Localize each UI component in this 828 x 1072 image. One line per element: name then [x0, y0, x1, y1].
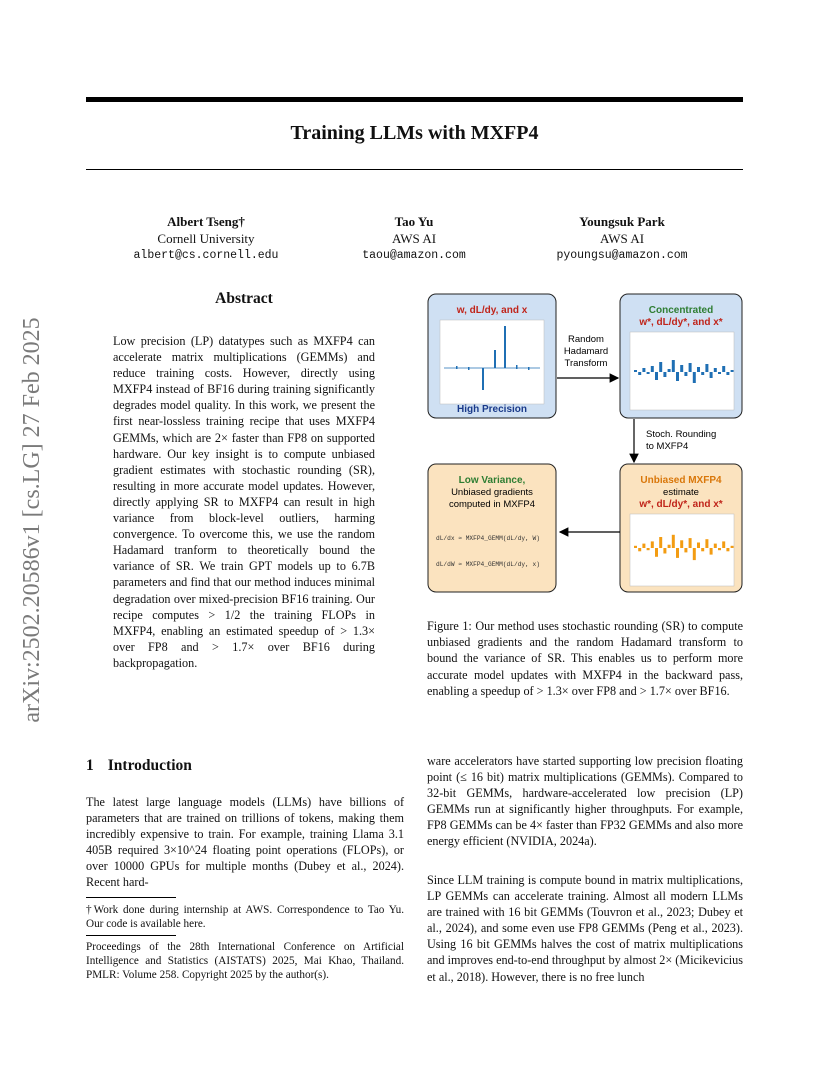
bar: [697, 367, 700, 372]
bar: [672, 360, 675, 372]
author-affiliation: AWS AI: [391, 231, 437, 246]
bar: [638, 548, 641, 551]
bar: [634, 370, 637, 372]
author-affiliation: AWS AI: [599, 231, 645, 246]
bar: [647, 548, 650, 550]
bar: [718, 548, 721, 550]
footnote-rule: [86, 897, 176, 898]
box-br-title-2: estimate: [663, 487, 699, 498]
bar: [731, 546, 734, 548]
bar: [676, 548, 679, 558]
bar: [659, 537, 662, 548]
arrow-top-label-1: Random: [568, 334, 604, 345]
figure-1: [420, 286, 750, 606]
box-bl-title-2: Unbiased gradients: [451, 487, 533, 498]
bar: [655, 372, 658, 380]
title-rule-bottom: [86, 169, 743, 170]
proceedings-note: Proceedings of the 28th International Conference on Artificial Intelligence and Statistics (AISTATS) 2025, Mai Khao, Thailand. PMLR: Volume 258. Copyright 2025 by the author(s).: [86, 941, 404, 981]
author-email[interactable]: albert@cs.cornell.edu: [133, 249, 279, 262]
bar: [705, 539, 708, 548]
bar-outlier-neg: [482, 368, 484, 390]
proceedings-rule: [86, 935, 176, 936]
intro-paragraph-left: The latest large language models (LLMs) have billions of parameters that are trained on trillions of tokens, making them incredibly expensive to train. For example, training Llama 3.1 405B required 3×10^24 floating point operations (FLOPs), or over 10000 GPUs for multiple months (Dubey et al., 2024). Recent hard-: [86, 795, 404, 890]
bar: [722, 541, 725, 548]
author-name: Youngsuk Park: [579, 214, 665, 229]
abstract-text: Low precision (LP) datatypes such as MXFP4 can accelerate matrix multiplications (GEMMs) and reduce training costs. However, directly using MXFP4 instead of BF16 during training significantly degrades model quality. In this work, we present the first near-lossless training recipe that uses MXFP4 GEMMs, which are 2× faster than FP8 on supported hardware. Our key insight is to compute unbiased gradient estimates with stochastic rounding (SR), resulting in more accurate model updates. However, directly applying SR to MXFP4 can result in high variance from block-level outliers, harming convergence. To overcome this, we use the random Hadamard tranform to theoretically bound the variance of SR. We train GPT models up to 6.7B parameters and find that our method induces minimal degradation over mixed-precision BF16 training. Our recipe computes > 1/2 the training FLOPs in MXFP4, enabling an estimated speedup of > 1.3× over FP8 and > 1.7× over BF16 during backpropagation.: [113, 334, 375, 670]
bar: [701, 548, 704, 551]
bar: [651, 541, 654, 548]
author-name: Albert Tseng†: [167, 214, 245, 229]
abstract-heading: Abstract: [215, 290, 273, 307]
box-br-title-1: Unbiased MXFP4: [640, 475, 722, 486]
section-number: 1: [86, 757, 94, 774]
equation-dw: dL/dW ≈ MXFP4_GEMM(dL/dy, x): [436, 561, 540, 568]
author-3: [522, 213, 722, 264]
bar: [680, 540, 683, 548]
bar: [714, 544, 717, 548]
bar: [693, 548, 696, 560]
bar: [684, 372, 687, 376]
bar: [710, 372, 713, 378]
paper-title: Training LLMs with MXFP4: [290, 122, 539, 144]
author-email[interactable]: taou@amazon.com: [362, 249, 466, 262]
bar-outlier-mid: [494, 350, 496, 368]
arrow-right-label-2: to MXFP4: [646, 441, 689, 452]
section-title: Introduction: [107, 757, 192, 774]
section-heading: [86, 757, 192, 775]
bar: [714, 368, 717, 372]
author-name: Tao Yu: [394, 214, 434, 229]
bar: [684, 548, 687, 552]
box-bl-title-1: Low Variance,: [458, 475, 526, 486]
bar: [634, 546, 637, 548]
arrow-top-label-2: Hadamard: [563, 346, 609, 357]
figure-caption: Figure 1: Our method uses stochastic rounding (SR) to compute unbiased gradients and the random Hadamard transform to bound the variance of SR. This enables us to perform more accurate model updates with MXFP4 in the backward pass, enabling a speedup of > 1.3× over FP8 and > 1.7× over BF16.: [427, 619, 743, 698]
bar: [642, 544, 645, 548]
bar: [672, 535, 675, 548]
box-tr-title-2: w*, dL/dy*, and x*: [639, 317, 723, 328]
bar: [718, 372, 721, 374]
author-email[interactable]: pyoungsu@amazon.com: [556, 249, 688, 262]
bar: [689, 538, 692, 548]
bar: [647, 372, 650, 374]
bar: [655, 548, 658, 557]
bar: [676, 372, 679, 381]
bar: [726, 372, 729, 375]
footnote: †Work done during internship at AWS. Correspondence to Tao Yu. Our code is available here.: [86, 904, 404, 930]
bar: [722, 366, 725, 372]
bar: [726, 548, 729, 551]
title-rule-top: [86, 97, 743, 102]
bar: [701, 372, 704, 375]
equation-dx: dL/dx ≈ MXFP4_GEMM(dL/dy, W): [436, 535, 540, 542]
bar: [638, 372, 641, 375]
bar: [663, 372, 666, 377]
intro-paragraph-right-2: Since LLM training is compute bound in matrix multiplications, LP GEMMs can accelerate training. Almost all modern LLMs are trained with 16 bit GEMMs (Touvron et al., 2023; Dubey et al., 2024), and some even use FP8 GEMMs (Peng et al., 2023). Using 16 bit GEMMs halves the cost of matrix multiplications and improves end-to-end throughput by almost 2× (Micikevicius et al., 2018). However, there is no free lunch: [427, 873, 743, 984]
bar: [680, 365, 683, 372]
box-br-title-3: w*, dL/dy*, and x*: [639, 499, 723, 510]
author-affiliation: Cornell University: [157, 231, 255, 246]
arrow-top-label-3: Transform: [564, 358, 608, 369]
bar: [731, 370, 734, 372]
bar: [668, 545, 671, 548]
bar: [663, 548, 666, 554]
box-tl-title: w, dL/dy, and x: [456, 305, 528, 316]
box-tr-title-1: Concentrated: [648, 305, 714, 316]
bar: [693, 372, 696, 383]
bar: [710, 548, 713, 555]
bar-outlier-pos: [504, 326, 506, 368]
author-2: [314, 213, 514, 264]
bar: [642, 368, 645, 372]
bar: [705, 364, 708, 372]
bar: [697, 543, 700, 549]
bar: [668, 369, 671, 372]
bar: [651, 366, 654, 372]
box-bl-title-3: computed in MXFP4: [448, 499, 536, 510]
arrow-right-label-1: Stoch. Rounding: [646, 429, 717, 440]
intro-paragraph-right-1: ware accelerators have started supporting low precision floating point (≤ 16 bit) matrix multiplications (GEMMs). Compared to 32-bit GEMMs, hardware-accelerated low precision (LP) GEMMs run at significantly higher throughputs. For example, FP8 GEMMs can be 4× faster than FP32 GEMMs and also more energy efficient (NVIDIA, 2024a).: [427, 754, 743, 849]
author-1: [106, 213, 306, 264]
box-tl-footer: High Precision: [456, 404, 528, 415]
bar: [659, 362, 662, 372]
bar: [689, 363, 692, 372]
arxiv-stamp: arXiv:2502.20586v1 [cs.LG] 27 Feb 2025: [19, 317, 45, 723]
plot-high-precision: [440, 320, 544, 404]
